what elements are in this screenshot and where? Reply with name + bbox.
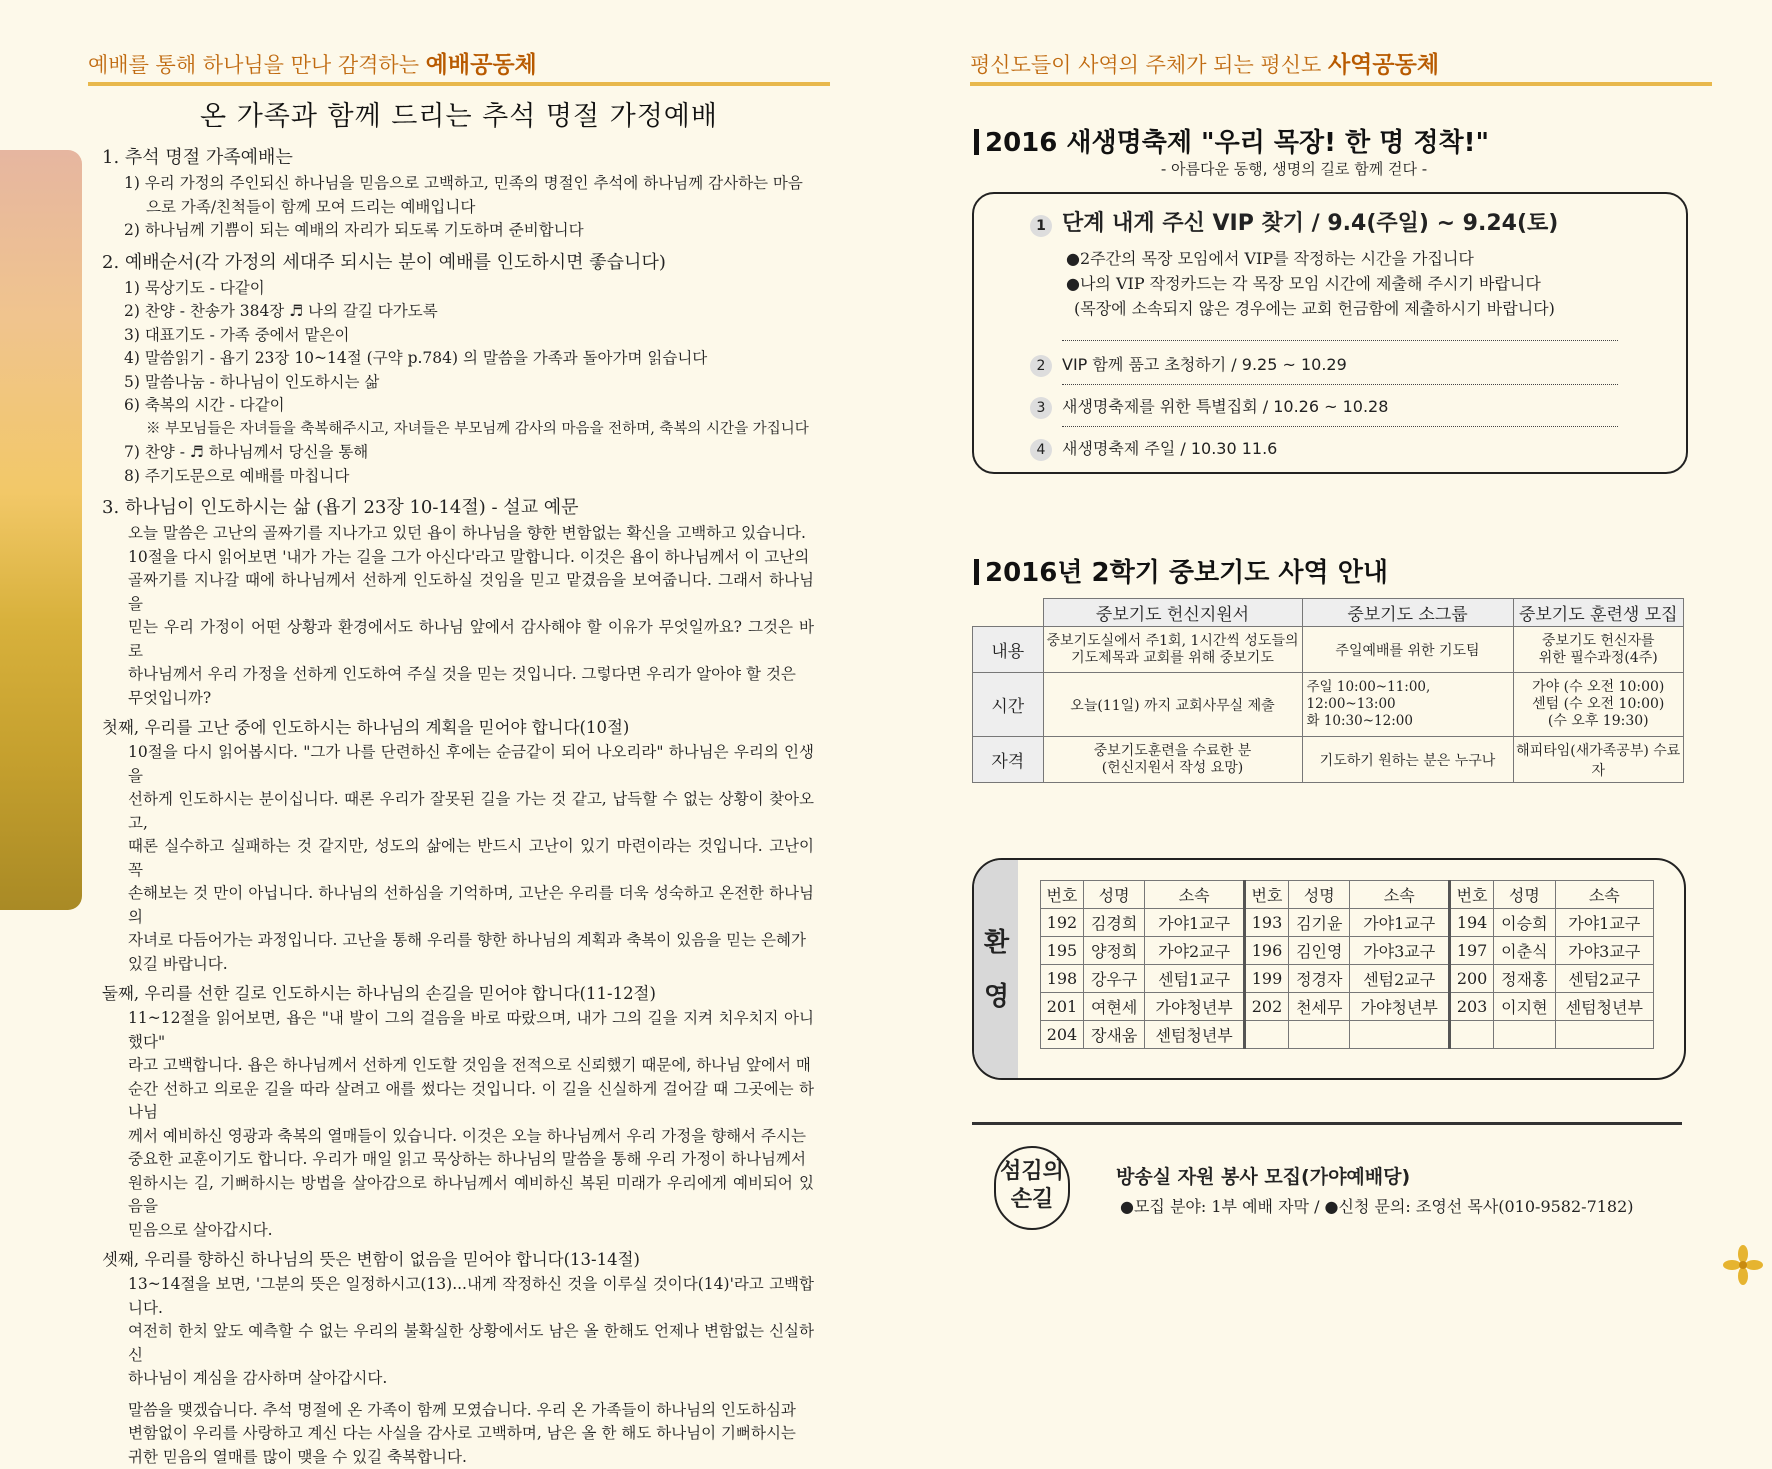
table-row	[973, 627, 1684, 673]
table-cell: 가야 (수 오전 10:00) 센텀 (수 오전 10:00) (수 오후 19:30)	[1513, 673, 1684, 737]
table-cell: 중보기도실에서 주1회, 1시간씩 성도들의 기도제목과 교회를 위해 중보기도	[1043, 627, 1302, 673]
first-point-heading: 첫째, 우리를 고난 중에 인도하시는 하나님의 계획을 믿어야 합니다(10절)	[102, 715, 814, 741]
step-number: 3	[1030, 397, 1052, 419]
sermon-paragraph: 13~14절을 보면, '그분의 뜻은 일정하시고(13)...내게 작정하신 것을 이루실 것이다(14)'라고 고백합니다. 여전히 한치 앞도 예측할 수 없는 우리의 불확실한 상황에서도 남은 올 한해도 언제나 변함없는 신실하신 하나님이 계심을 감사하며 살아갑시다.	[102, 1273, 814, 1391]
prayer-title: 2016년 2학기 중보기도 사역 안내	[974, 552, 1388, 589]
part1-item: 으로 가족/친척들이 함께 모여 드리는 예배입니다	[102, 196, 814, 220]
heading-bar	[974, 559, 979, 585]
table-row: 198 강우구 센텀1교구 199 정경자 센텀2교구 200 정재홍 센텀2교구	[1041, 965, 1654, 993]
column-header: 중보기도 헌신지원서	[1043, 599, 1302, 627]
step-4: 4 새생명축제 주일 / 10.30 11.6	[1030, 436, 1277, 461]
service-detail: ●모집 분야: 1부 예배 자막 / ●신청 문의: 조영선 목사(010-9582-7182)	[1120, 1194, 1634, 1217]
table-cell: 해피타임(새가족공부) 수료자	[1513, 737, 1684, 783]
sermon-paragraph: 오늘 말씀은 고난의 골짜기를 지나가고 있던 욥이 하나님을 향한 변함없는 확신을 고백하고 있습니다. 10절을 다시 읽어보면 '내가 가는 길을 그가 아신다'라고 말합니다. 이것은 욥이 하나님께서 이 고난의 골짜기를 지나갈 때에 하나님께서 선하게 인도하실 것임을 믿고 맡겼음을 보여줍니다. 그래서 하나님을 믿는 우리 가정이 어떤 상황과 환경에서도 하나님 앞에서 감사해야 할 이유가 무엇일까요? 그것은 바로 하나님께서 우리 가정을 선하게 인도하여 주실 것을 믿는 것입니다. 그렇다면 우리가 알아야 할 것은 무엇입니까?	[102, 522, 814, 710]
column-header: 소속	[1145, 881, 1245, 909]
left-section-rule	[88, 82, 830, 86]
column-header: 성명	[1289, 881, 1350, 909]
welcome-label: 영	[984, 976, 1009, 1013]
table-cell: 기도하기 원하는 분은 누구나	[1302, 737, 1513, 783]
left-section-label: 예배를 통해 하나님을 만나 감격하는 예배공동체	[88, 46, 537, 79]
service-badge: 섬김의 손길	[994, 1146, 1070, 1230]
right-section-label: 평신도들이 사역의 주체가 되는 평신도 사역공동체	[970, 46, 1439, 79]
step-1: 1 단계 내게 주신 VIP 찾기 / 9.4(주일) ~ 9.24(토)	[1030, 206, 1558, 237]
column-header: 번호	[1244, 881, 1288, 909]
column-header: 성명	[1494, 881, 1555, 909]
decorative-field-photo	[0, 150, 82, 910]
welcome-label: 환	[984, 922, 1009, 959]
column-header: 소속	[1555, 881, 1653, 909]
table-cell: 주일 10:00~11:00, 12:00~13:00 화 10:30~12:00	[1302, 673, 1513, 737]
column-header: 번호	[1450, 881, 1494, 909]
row-label: 시간	[973, 673, 1044, 737]
divider	[1062, 384, 1618, 385]
table-row: 201 여현세 가야청년부 202 천세무 가야청년부 203 이지현 센텀청년부	[1041, 993, 1654, 1021]
welcome-box	[972, 858, 1686, 1080]
order-item: 2) 찬양 - 찬송가 384장 ♬ 나의 갈길 다가도록	[102, 300, 814, 324]
column-header: 성명	[1083, 881, 1144, 909]
part3-heading: 3. 하나님이 인도하시는 삶 (욥기 23장 10-14절) - 설교 예문	[102, 494, 814, 522]
step-number: 4	[1030, 439, 1052, 461]
order-note: ※ 부모님들은 자녀들을 축복해주시고, 자녀들은 부모님께 감사의 마음을 전하며, 축복의 시간을 가집니다	[102, 418, 814, 442]
sermon-body	[102, 138, 814, 1469]
step-1-notes: ●2주간의 목장 모임에서 VIP를 작정하는 시간을 가집니다 ●나의 VIP 작정카드는 각 목장 모임 시간에 제출해 주시기 바랍니다 (목장에 소속되지 않은 경우에는 교회 헌금함에 제출하시기 바랍니다)	[1066, 246, 1555, 321]
table-row	[973, 737, 1684, 783]
step-2: 2 VIP 함께 품고 초청하기 / 9.25 ~ 10.29	[1030, 352, 1347, 377]
order-item: 1) 묵상기도 - 다같이	[102, 277, 814, 301]
table-header-row	[973, 599, 1684, 627]
column-header: 소속	[1350, 881, 1450, 909]
column-header: 번호	[1041, 881, 1084, 909]
table-row	[973, 673, 1684, 737]
row-label: 자격	[973, 737, 1044, 783]
flower-ornament-icon	[1722, 1244, 1764, 1286]
step-3: 3 새생명축제를 위한 특별집회 / 10.26 ~ 10.28	[1030, 394, 1388, 419]
part1-heading: 1. 추석 명절 가족예배는	[102, 144, 814, 172]
welcome-table	[1040, 880, 1654, 1049]
sermon-closing: 말씀을 맺겠습니다. 추석 명절에 온 가족이 함께 모였습니다. 우리 온 가족들이 하나님의 인도하심과 변함없이 우리를 사랑하고 계신 다는 사실을 감사로 고백하며, 남은 올 한 해도 하나님이 기뻐하시는 귀한 믿음의 열매를 많이 맺을 수 있길 축복합니다.	[102, 1399, 814, 1469]
third-point-heading: 셋째, 우리를 향하신 하나님의 뜻은 변함이 없음을 믿어야 합니다(13-14절)	[102, 1247, 814, 1273]
right-section-rule	[970, 82, 1712, 86]
row-label: 내용	[973, 627, 1044, 673]
order-item: 6) 축복의 시간 - 다같이	[102, 394, 814, 418]
page-title: 온 가족과 함께 드리는 추석 명절 가정예배	[88, 94, 830, 133]
divider	[1062, 340, 1618, 341]
order-item: 7) 찬양 - ♬ 하나님께서 당신을 통해	[102, 441, 814, 465]
order-item: 4) 말씀읽기 - 욥기 23장 10~14절 (구약 p.784) 의 말씀을 가족과 돌아가며 읽습니다	[102, 347, 814, 371]
table-cell: 중보기도훈련을 수료한 분 (헌신지원서 작성 요망)	[1043, 737, 1302, 783]
festival-title: 2016 새생명축제 "우리 목장! 한 명 정착!"	[974, 122, 1489, 159]
column-header: 중보기도 소그룹	[1302, 599, 1513, 627]
table-row: 192 김경희 가야1교구 193 김기윤 가야1교구 194 이승희 가야1교구	[1041, 909, 1654, 937]
order-item: 3) 대표기도 - 가족 중에서 맡은이	[102, 324, 814, 348]
table-cell: 주일예배를 위한 기도팀	[1302, 627, 1513, 673]
table-row: 195 양정희 가야2교구 196 김인영 가야3교구 197 이춘식 가야3교구	[1041, 937, 1654, 965]
column-header: 중보기도 훈련생 모집	[1513, 599, 1684, 627]
service-divider	[972, 1122, 1682, 1125]
sermon-paragraph: 11~12절을 읽어보면, 욥은 "내 발이 그의 걸음을 바로 따랐으며, 내가 그의 길을 지켜 치우치지 아니했다" 라고 고백합니다. 욥은 하나님께서 선하게 인도할 것임을 전적으로 신뢰했기 때문에, 하나님 앞에서 매 순간 선하고 의로운 길을 따라 살려고 애를 썼다는 것입니다. 이 길을 신실하게 걸어갈 때 그곳에는 하나님 께서 예비하신 영광과 축복의 열매들이 있습니다. 이것은 오늘 하나님께서 우리 가정을 향해서 주시는 중요한 교훈이기도 합니다. 우리가 매일 읽고 묵상하는 하나님의 말씀을 통해 우리 가정이 하나님께서 원하시는 길, 기뻐하시는 방법을 살아감으로 하나님께서 예비하신 복된 미래가 우리에게 예비되어 있음을 믿음으로 살아갑시다.	[102, 1007, 814, 1242]
service-title: 방송실 자원 봉사 모집(가야예배당)	[1116, 1162, 1410, 1189]
table-row: 204 장새움 센텀청년부	[1041, 1021, 1654, 1049]
part1-item: 2) 하나님께 기쁨이 되는 예배의 자리가 되도록 기도하며 준비합니다	[102, 219, 814, 243]
table-header-row	[1041, 881, 1654, 909]
festival-steps-box	[972, 192, 1688, 474]
table-cell: 중보기도 헌신자를 위한 필수과정(4주)	[1513, 627, 1684, 673]
prayer-table	[972, 598, 1684, 783]
divider	[1062, 426, 1618, 427]
part1-item: 1) 우리 가정의 주인되신 하나님을 믿음으로 고백하고, 민족의 명절인 추석에 하나님께 감사하는 마음	[102, 172, 814, 196]
sermon-paragraph: 10절을 다시 읽어봅시다. "그가 나를 단련하신 후에는 순금같이 되어 나오리라" 하나님은 우리의 인생을 선하게 인도하시는 분이십니다. 때론 우리가 잘못된 길을 가는 것 같고, 납득할 수 없는 상황이 찾아오고, 때론 실수하고 실패하는 것 같지만, 성도의 삶에는 반드시 고난이 있기 마련이라는 것입니다. 고난이 꼭 손해보는 것 만이 아닙니다. 하나님의 선하심을 기억하며, 고난은 우리를 더욱 성숙하고 온전한 하나님의 자녀로 다듬어가는 과정입니다. 고난을 통해 우리를 향한 하나님의 계획과 축복이 있음을 믿는 은혜가 있길 바랍니다.	[102, 741, 814, 976]
step-number: 1	[1030, 215, 1052, 237]
heading-bar	[974, 129, 979, 155]
part2-heading: 2. 예배순서(각 가정의 세대주 되시는 분이 예배를 인도하시면 좋습니다)	[102, 249, 814, 277]
order-item: 8) 주기도문으로 예배를 마칩니다	[102, 465, 814, 489]
second-point-heading: 둘째, 우리를 선한 길로 인도하시는 하나님의 손길을 믿어야 합니다(11-12절)	[102, 981, 814, 1007]
order-item: 5) 말씀나눔 - 하나님이 인도하시는 삶	[102, 371, 814, 395]
welcome-label-panel	[974, 860, 1018, 1078]
step-number: 2	[1030, 355, 1052, 377]
table-cell: 오늘(11일) 까지 교회사무실 제출	[1043, 673, 1302, 737]
festival-subtitle: - 아름다운 동행, 생명의 길로 함께 걷다 -	[974, 158, 1614, 179]
